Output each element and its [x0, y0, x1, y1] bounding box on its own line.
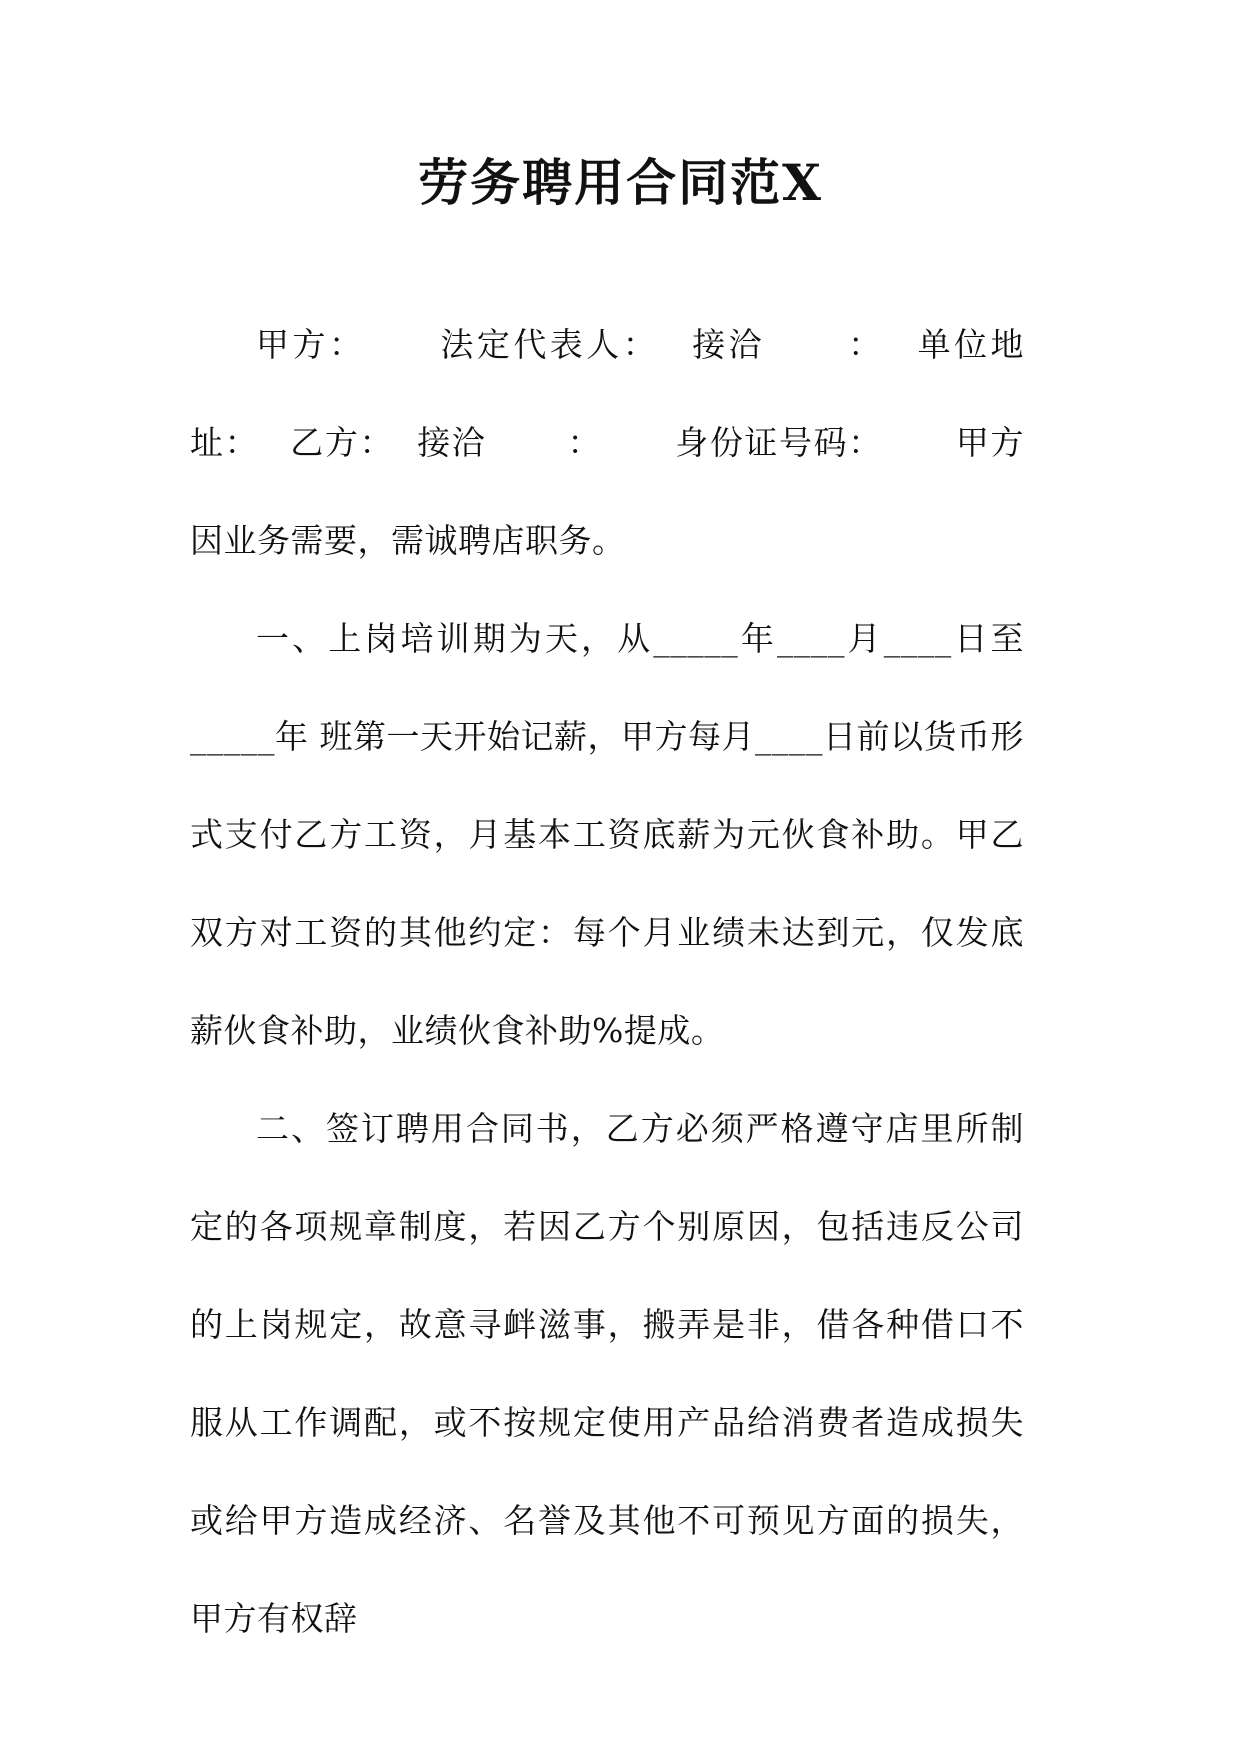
party-b-label-end: 方： [324, 423, 395, 462]
purpose-text-end: 需诚聘店职务。 [391, 521, 626, 560]
header-paragraph [190, 296, 1024, 590]
address-label: 单位地址： [190, 325, 1025, 462]
clause-1-paragraph [190, 590, 1024, 1080]
legal-rep-label: 法定代表人： [437, 325, 660, 364]
purpose-text-start: 甲方因业务需要， [190, 423, 1025, 560]
clause-2-paragraph [190, 1080, 1024, 1668]
contact-b-label: 接洽 [416, 423, 487, 462]
contact-b-colon: ： [566, 423, 603, 462]
clause-1-line-2: _____年 班第一天开始记薪，甲方每月____日前以货币形式支付乙方工资，月基本工资底薪为元伙食补助。甲乙双方对工资的其他约定：每个月业绩未达到元，仅发底薪伙食补助，业绩伙食补助%提成。 [190, 717, 1024, 1050]
contact-a-colon: ： [845, 325, 885, 364]
party-a-label: 甲方： [256, 325, 366, 364]
document-title: 劳务聘用合同范X [418, 153, 823, 212]
clause-1-line-1: 一、上岗培训期为天，从_____年____月____日至 [256, 619, 1024, 658]
contact-a-label: 接洽 [689, 325, 766, 364]
party-b-label-start: 乙 [289, 423, 325, 462]
id-number-label: 身份证号码： [674, 423, 883, 462]
document-body [190, 296, 1024, 1668]
clause-2-text: 二、签订聘用合同书，乙方必须严格遵守店里所制定的各项规章制度，若因乙方个别原因，包括违反公司的上岗规定，故意寻衅滋事，搬弄是非，借各种借口不服从工作调配，或不按规定使用产品给消费者造成损失或给甲方造成经济、名誉及其他不可预见方面的损失，甲方有权辞 [190, 1109, 1024, 1638]
